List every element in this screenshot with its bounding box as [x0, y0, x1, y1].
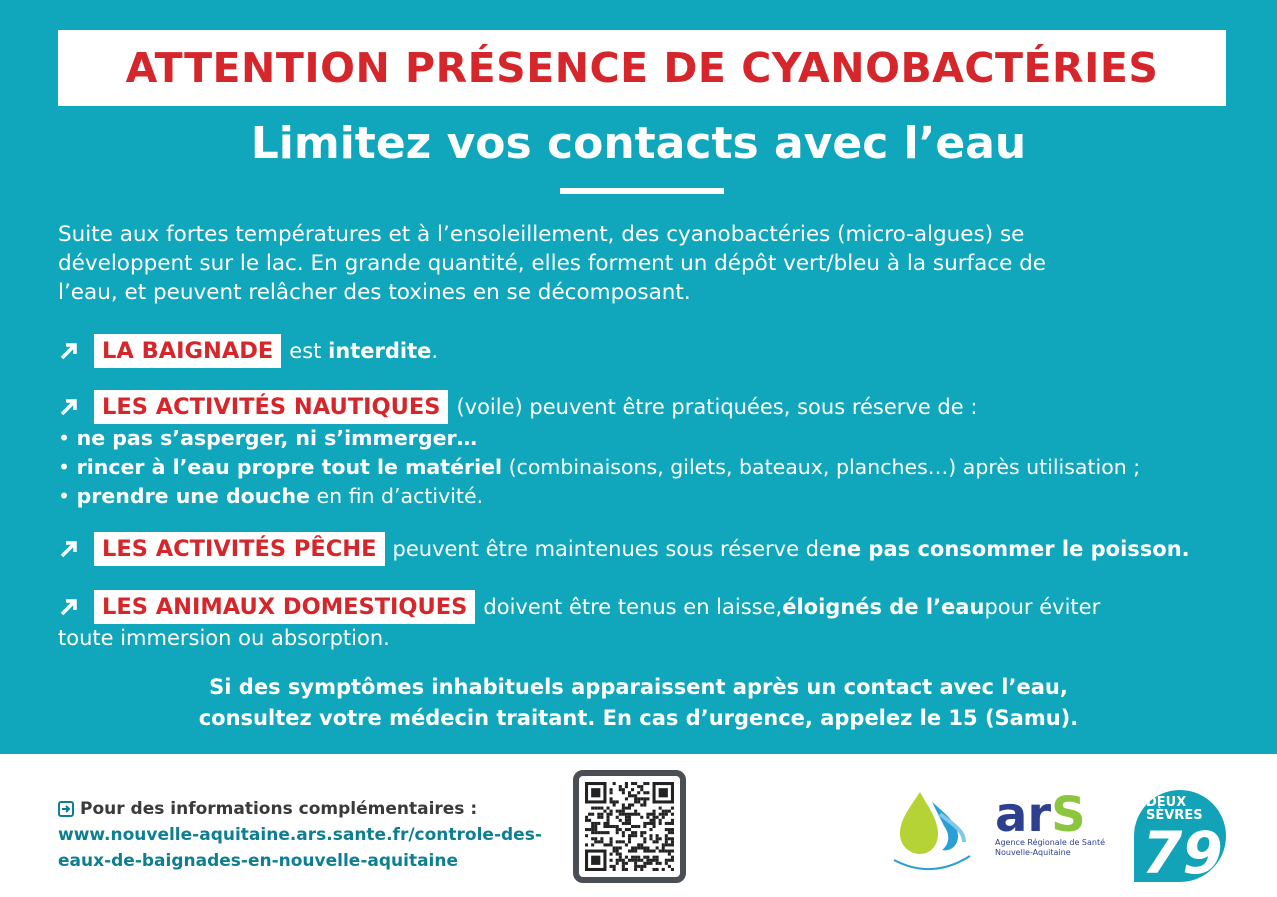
title-banner	[58, 30, 1226, 106]
url-line[interactable]: www.nouvelle-aquitaine.ars.sante.fr/controle-des-	[58, 825, 542, 845]
closing-line: consultez votre médecin traitant. En cas d’urgence, appelez le 15 (Samu).	[198, 706, 1079, 730]
info-label: Pour des informations complémentaires :	[80, 799, 478, 819]
bullet-bold: prendre une douche	[76, 484, 310, 508]
qr-code-icon	[585, 782, 674, 871]
item-animaux	[58, 590, 1248, 653]
info-lead	[58, 796, 578, 822]
item-bold: éloignés de l’eau	[782, 594, 985, 619]
external-link-icon	[58, 801, 74, 817]
url-line[interactable]: eaux-de-baignades-en-nouvelle-aquitaine	[58, 851, 459, 871]
intro-line: l’eau, et peuvent relâcher des toxines en se décomposant.	[58, 280, 691, 305]
qr-code[interactable]	[573, 770, 686, 883]
bullet-item: • prendre une douche en fin d’activité.	[58, 484, 484, 508]
intro-line: Suite aux fortes températures et à l’ensoleillement, des cyanobactéries (micro-algues) se	[58, 222, 1025, 247]
item-text: peuvent être maintenues sous réserve de	[392, 536, 832, 561]
tag-baignade: LA BAIGNADE	[94, 334, 281, 368]
bullet-rest: (combinaisons, gilets, bateaux, planches…) après utilisation ;	[502, 455, 1141, 479]
info-block	[58, 796, 578, 874]
ars-sub-region: Nouvelle-Aquitaine	[995, 848, 1071, 857]
ars-sub: Agence Régionale de Santé	[995, 838, 1106, 847]
ds-number: 79	[1142, 819, 1223, 882]
bullet-bold: rincer à l’eau propre tout le matériel	[76, 455, 503, 479]
page-title: ATTENTION PRÉSENCE DE CYANOBACTÉRIES	[125, 44, 1159, 92]
tag-peche: LES ACTIVITÉS PÊCHE	[94, 532, 385, 566]
ds-name-1: DEUX	[1146, 795, 1187, 810]
ars-word-s: S	[1051, 787, 1086, 843]
arrow-up-right-icon	[58, 396, 80, 418]
arrow-up-right-icon	[58, 538, 80, 560]
subtitle-underline	[560, 188, 724, 194]
item-bold: ne pas consommer le poisson.	[831, 536, 1190, 561]
intro-paragraph	[58, 220, 1233, 307]
bullet-item: • ne pas s’asperger, ni s’immerger…	[58, 426, 478, 450]
splc-logo	[886, 784, 978, 884]
bullet-item: • rincer à l’eau propre tout le matériel (combinaisons, gilets, bateaux, planches…) après utilisation ;	[58, 455, 1141, 479]
arrow-up-right-icon	[58, 596, 80, 618]
item-text: .	[431, 338, 439, 363]
item-bold: interdite	[328, 338, 432, 363]
item-continuation: toute immersion ou absorption.	[58, 626, 390, 650]
subtitle: Limitez vos contacts avec l’eau	[250, 118, 1027, 169]
item-baignade	[58, 334, 1248, 368]
ars-logo	[995, 787, 1110, 864]
deux-sevres-logo	[1134, 790, 1226, 882]
item-text: (voile) peuvent être pratiquées, sous réserve de :	[456, 394, 978, 419]
info-url[interactable]	[58, 822, 578, 874]
closing-warning	[0, 672, 1277, 734]
closing-line: Si des symptômes inhabituels apparaissent après un contact avec l’eau,	[209, 675, 1068, 699]
item-nautiques	[58, 390, 1248, 511]
item-text: pour éviter	[984, 594, 1101, 619]
intro-line: développent sur le lac. En grande quantité, elles forment un dépôt vert/bleu à la surface de	[58, 251, 1047, 276]
tag-nautiques: LES ACTIVITÉS NAUTIQUES	[94, 390, 448, 424]
item-text: est	[289, 338, 322, 363]
bullet-rest: en fin d’activité.	[309, 484, 484, 508]
ds-name-2: SÈVRES	[1146, 808, 1203, 823]
bullet-bold: ne pas s’asperger, ni s’immerger…	[76, 426, 478, 450]
tag-animaux: LES ANIMAUX DOMESTIQUES	[94, 590, 475, 624]
arrow-up-right-icon	[58, 340, 80, 362]
ars-word-ar: ar	[995, 787, 1052, 843]
item-peche	[58, 532, 1248, 566]
item-text: doivent être tenus en laisse,	[483, 594, 783, 619]
